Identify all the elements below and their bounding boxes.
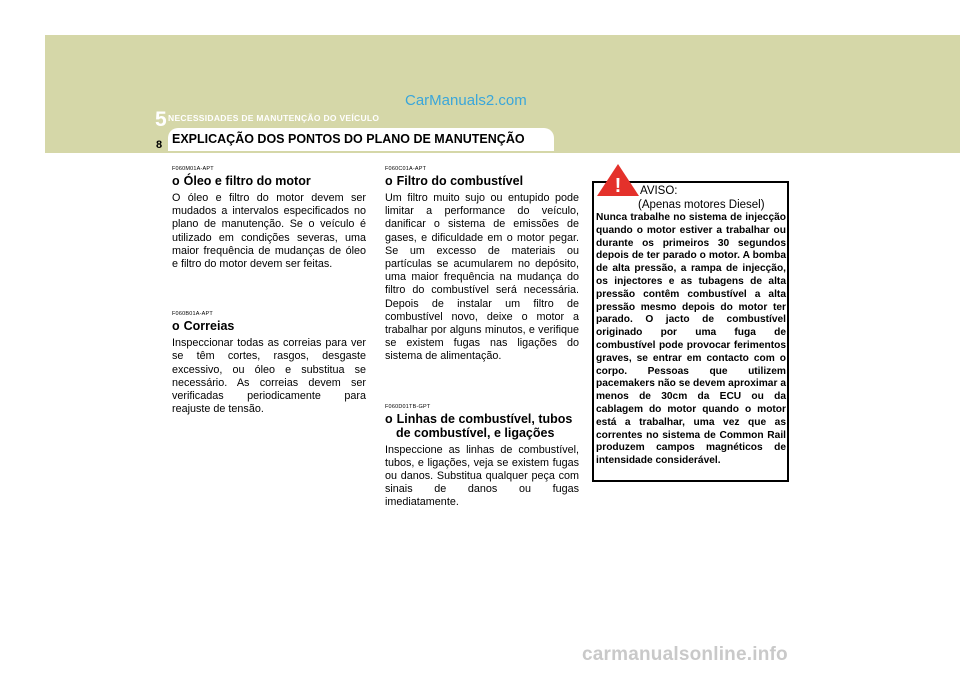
bullet: o (172, 174, 180, 188)
column-left (172, 166, 366, 416)
section-title: EXPLICAÇÃO DOS PONTOS DO PLANO DE MANUTENÇÃO (172, 132, 525, 146)
warning-title: AVISO: (640, 185, 678, 197)
bullet: o (385, 174, 393, 188)
item-code: F060B01A-APT (172, 311, 213, 318)
watermark-bottom[interactable]: carmanualsonline.info (582, 644, 788, 665)
bullet: o (385, 411, 393, 426)
item-code: F060M01A-APT (172, 166, 214, 172)
item-fuel-lines (385, 404, 579, 510)
column-middle (385, 166, 579, 510)
item-heading-cont: de combustível, e ligações (396, 425, 555, 440)
item-body: Inspeccionar todas as correias para ver se têm cortes, rasgos, desgaste excessivo, ou óleo e substitua se necessário. As correias devem ser verificadas periodicamente para reajuste de tensão. (172, 337, 366, 416)
bullet: o (172, 319, 180, 334)
item-fuel-filter (385, 166, 579, 364)
warning-subtitle: (Apenas motores Diesel) (638, 199, 765, 211)
item-body: Inspeccione as linhas de combustível, tubos, e ligações, veja se existem fugas ou danos. Substitua qualquer peça com sinais de danos ou fugas imediatamente. (385, 443, 579, 509)
chapter-number: 5 (155, 108, 167, 131)
warning-triangle-icon (596, 163, 640, 197)
chapter-title: NECESSIDADES DE MANUTENÇÃO DO VEÍCULO (168, 113, 380, 123)
item-heading (172, 319, 366, 333)
item-heading-text: Linhas de combustível, tubos (396, 411, 573, 426)
watermark-top[interactable]: CarManuals2.com (405, 92, 527, 109)
item-belts (172, 311, 366, 416)
item-oil-filter (172, 166, 366, 271)
item-heading-text: Correias (183, 319, 235, 334)
warning-text: Nunca trabalhe no sistema de injecção quando o motor estiver a trabalhar ou durante os primeiros 30 segundos depois de ter parado o motor. A bomba de alta pressão, a rampa de injecção, os injectores e as tubagens de alta pressão contêm combustível a alta pressão mesmo depois do motor ter parado. O jacto de combustível originado por uma fuga de combustível pode provocar ferimentos graves, se entrar em contacto com o corpo. Pessoas que utilizem pacemakers não se devem aproximar a menos de 30cm da ECU ou da cablagem do motor quando o motor está a trabalhar, uma vez que as correntes no sistema de Common Rail produzem campos magnéticos de intensidade considerável. (596, 212, 786, 467)
item-heading-text: Óleo e filtro do motor (183, 174, 311, 188)
page-number: 8 (156, 139, 163, 151)
item-heading-text: Filtro do combustível (396, 174, 524, 188)
item-heading (385, 412, 579, 440)
item-heading (172, 174, 366, 188)
item-code: F060D01TB-GPT (385, 403, 431, 410)
item-body: O óleo e filtro do motor devem ser mudados a intervalos especificados no plano de manutenção. Se o veículo é utilizado em condições severas, uma maior frequência de mudanças de óleo e filtro do motor devem ser feitas. (172, 192, 366, 271)
warning-symbol: ! (614, 175, 622, 197)
item-code: F060C01A-APT (385, 166, 427, 172)
item-heading (385, 174, 579, 188)
item-body: Um filtro muito sujo ou entupido pode limitar a performance do veículo, danificar o sistema de emissões de gases, e dificuldade em o motor pegar. Se um excesso de materiais ou partículas se acumularem no depósito, uma maior frequência na mudança do filtro do combustível será necessária. Depois de instalar um filtro de combustível novo, deixe o motor a trabalhar por alguns minutos, e verifique se existem fugas nas ligações do sistema de alimentação. (385, 192, 579, 363)
